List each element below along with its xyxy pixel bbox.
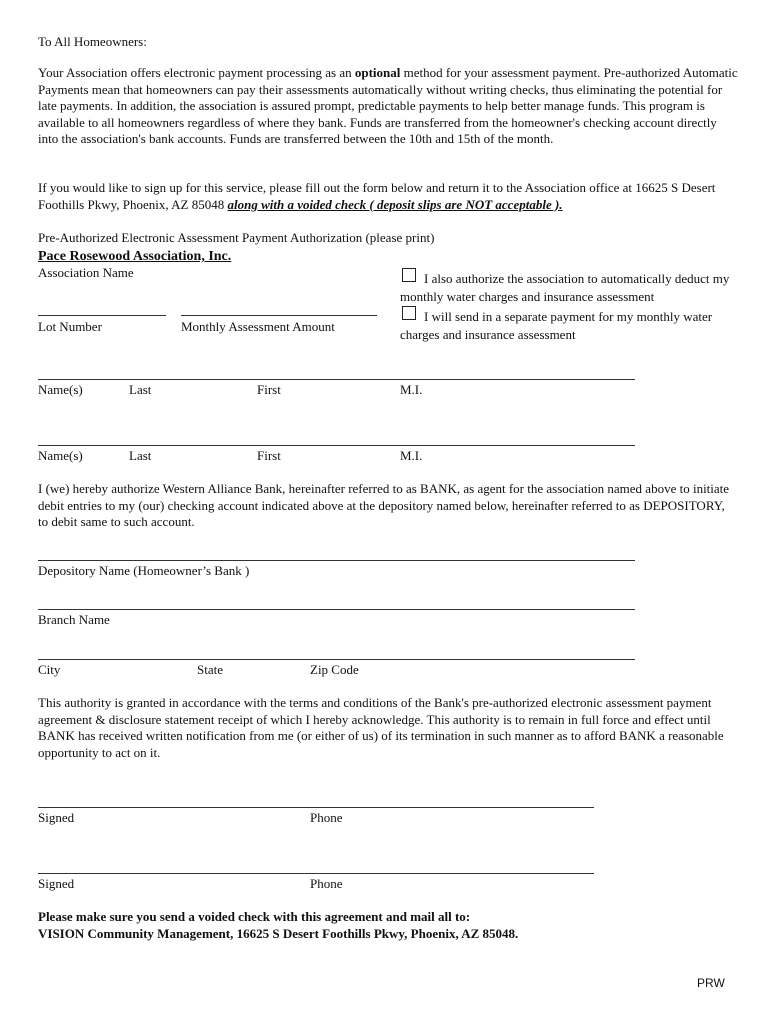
- city-state-zip-line[interactable]: [38, 659, 635, 660]
- lot-number-line[interactable]: [38, 315, 166, 316]
- intro-paragraph: [38, 65, 738, 148]
- mi-label-2: M.I.: [400, 448, 423, 463]
- monthly-amount-line[interactable]: [181, 315, 377, 316]
- signup-paragraph: [38, 180, 738, 213]
- phone-label-1: Phone: [310, 810, 343, 825]
- authorization-paragraph: I (we) hereby authorize Western Alliance Bank, hereinafter referred to as BANK, as agent for the association named above to initiate debit entries to my (our) checking account indicated above at the depository named below, hereinafter referred to as DEPOSITORY, to debit same to such account.: [38, 481, 730, 529]
- phone-label-2: Phone: [310, 876, 343, 891]
- lot-number-label: Lot Number: [38, 319, 102, 334]
- voided-check-note: along with a voided check ( deposit slips are NOT acceptable ).: [227, 196, 563, 212]
- mailing-instructions: Please make sure you send a voided check with this agreement and mail all to:: [38, 909, 471, 924]
- name-line-1[interactable]: [38, 379, 635, 380]
- intro-optional-word: optional: [354, 65, 401, 80]
- terms-paragraph: This authority is granted in accordance with the terms and conditions of the Bank's pre-authorized electronic assessment payment agreement & disclosure statement receipt of which I hereby acknowledge. This authority is to remain in full force and effect until BANK has received written notification from me (or either of us) of its termination in such manner as to afford BANK a reasonable opportunity to act on it.: [38, 695, 724, 760]
- depository-name-label: Depository Name (Homeowner’s Bank ): [38, 563, 250, 578]
- monthly-amount-label: Monthly Assessment Amount: [181, 319, 335, 334]
- option1-label: I also authorize the association to automatically deduct my monthly water charges and insurance assessment: [400, 271, 730, 304]
- greeting: To All Homeowners:: [38, 34, 147, 49]
- signup-text: If you would like to sign up for this service, please fill out the form below and return it to the Association office at 16625 S Desert Foothills Pkwy, Phoenix, AZ 85048: [38, 180, 716, 212]
- first-label-1: First: [257, 382, 281, 397]
- intro-text-start: Your Association offers electronic payment processing as an: [38, 65, 355, 80]
- zip-label: Zip Code: [310, 662, 359, 677]
- association-name-label: Association Name: [38, 265, 134, 280]
- mi-label-1: M.I.: [400, 382, 423, 397]
- city-label: City: [38, 662, 61, 677]
- first-label-2: First: [257, 448, 281, 463]
- depository-name-line[interactable]: [38, 560, 635, 561]
- branch-name-label: Branch Name: [38, 612, 110, 627]
- names-label-1: Name(s): [38, 382, 83, 397]
- intro-text-rest: method for your assessment payment. Pre-authorized Automatic Payments mean that homeowners can pay their assessments automatically without writing checks, thus eliminating the potential for late payments. In addition, the association is assured prompt, predictable payments to help better manage funds. This program is available to all homeowners regardless of where they bank. Funds are transferred from the homeowner's checking account directly into the association's bank accounts. Funds are transferred between the 10th and 15th of the month.: [38, 65, 738, 146]
- signed-label-2: Signed: [38, 876, 75, 891]
- association-name-value[interactable]: Pace Rosewood Association, Inc.: [38, 249, 232, 264]
- last-label-1: Last: [129, 382, 152, 397]
- state-label: State: [197, 662, 223, 677]
- mailing-address: VISION Community Management, 16625 S Desert Foothills Pkwy, Phoenix, AZ 85048.: [38, 926, 519, 941]
- signature-line-2[interactable]: [38, 873, 594, 874]
- branch-name-line[interactable]: [38, 609, 635, 610]
- signed-label-1: Signed: [38, 810, 75, 825]
- last-label-2: Last: [129, 448, 152, 463]
- option2-label: I will send in a separate payment for my monthly water charges and insurance assessment: [400, 309, 713, 342]
- form-heading: Pre-Authorized Electronic Assessment Payment Authorization (please print): [38, 230, 435, 245]
- signature-line-1[interactable]: [38, 807, 594, 808]
- page-tag: PRW: [697, 976, 725, 990]
- names-label-2: Name(s): [38, 448, 83, 463]
- name-line-2[interactable]: [38, 445, 635, 446]
